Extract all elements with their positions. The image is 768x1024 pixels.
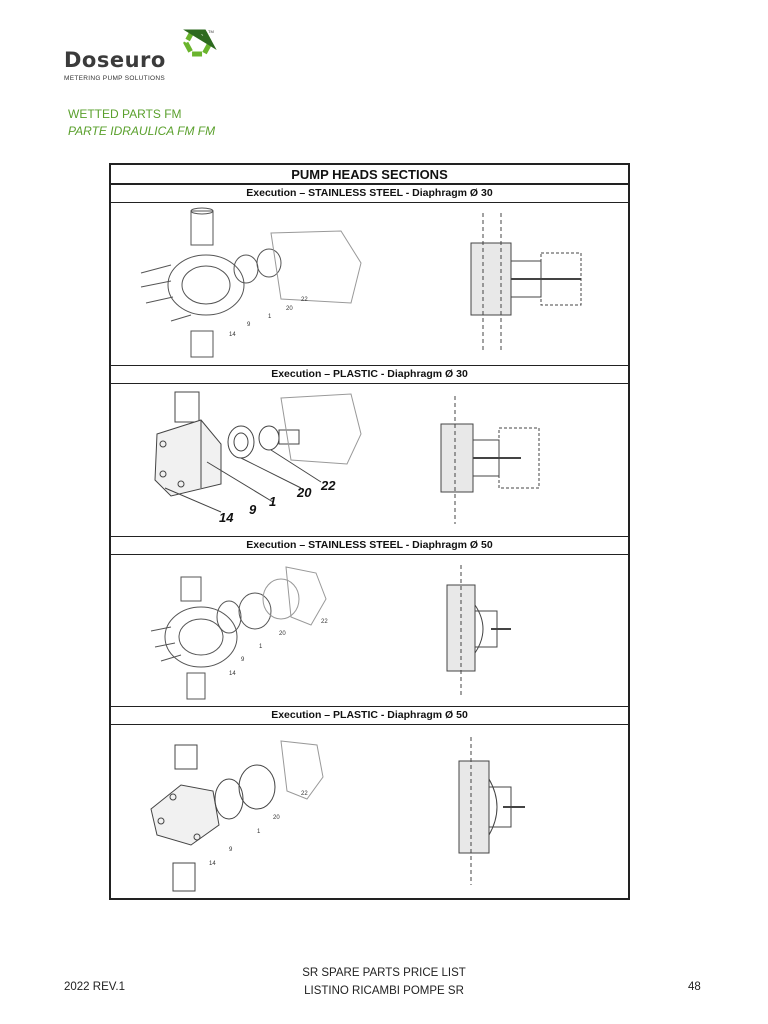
callout-22: 22 bbox=[301, 297, 308, 303]
section-view-pl50 bbox=[459, 737, 525, 885]
panel-ss30-drawing bbox=[111, 203, 628, 366]
panel-ss50-drawing bbox=[111, 555, 628, 707]
exploded-view-pl30 bbox=[111, 384, 628, 536]
callout-20: 20 bbox=[286, 306, 293, 312]
footer-doc-title-it: LISTINO RICAMBI POMPE SR bbox=[304, 985, 464, 997]
callout-9: 9 bbox=[249, 502, 257, 517]
footer-revision: 2022 REV.1 bbox=[64, 981, 125, 993]
section-view-ss30 bbox=[471, 213, 581, 353]
callout-14: 14 bbox=[209, 861, 216, 867]
panel-pl50-drawing bbox=[111, 725, 628, 898]
section-title-it: PARTE IDRAULICA FM FM bbox=[68, 124, 216, 138]
exploded-view-ss30 bbox=[111, 203, 628, 365]
panel-pl30-drawing bbox=[111, 384, 628, 537]
callout-9: 9 bbox=[229, 847, 233, 853]
callout-14: 14 bbox=[229, 332, 236, 338]
callout-22: 22 bbox=[301, 791, 308, 797]
callout-22: 22 bbox=[321, 478, 336, 493]
callout-14: 14 bbox=[229, 671, 236, 677]
callout-22: 22 bbox=[321, 619, 328, 625]
brand-tagline: METERING PUMP SOLUTIONS bbox=[64, 75, 166, 82]
page-number: 48 bbox=[688, 981, 701, 993]
callout-1: 1 bbox=[259, 644, 263, 650]
footer-doc-title bbox=[0, 964, 768, 1000]
panel-heading-ss50: Execution – STAINLESS STEEL - Diaphragm Ø 50 bbox=[111, 537, 628, 555]
callout-1: 1 bbox=[269, 494, 277, 509]
brand-name: Doseuro bbox=[64, 48, 166, 72]
section-view-ss50 bbox=[447, 565, 511, 695]
exploded-view-pl50 bbox=[111, 725, 628, 898]
callout-9: 9 bbox=[241, 657, 245, 663]
callout-20: 20 bbox=[279, 631, 286, 637]
exploded-view-ss50 bbox=[111, 555, 628, 706]
pump-heads-sheet bbox=[109, 163, 630, 900]
callout-14: 14 bbox=[219, 510, 234, 525]
callout-1: 1 bbox=[257, 829, 261, 835]
section-title-en: WETTED PARTS FM bbox=[68, 107, 182, 121]
callout-20: 20 bbox=[297, 485, 312, 500]
panel-heading-pl50: Execution – PLASTIC - Diaphragm Ø 50 bbox=[111, 707, 628, 725]
callout-20: 20 bbox=[273, 815, 280, 821]
footer-doc-title-en: SR SPARE PARTS PRICE LIST bbox=[302, 967, 466, 979]
panel-heading-pl30: Execution – PLASTIC - Diaphragm Ø 30 bbox=[111, 366, 628, 384]
brand-tm: TM bbox=[208, 29, 214, 34]
callout-1: 1 bbox=[268, 314, 272, 320]
panel-heading-ss30: Execution – STAINLESS STEEL - Diaphragm Ø 30 bbox=[111, 185, 628, 203]
sheet-main-title: PUMP HEADS SECTIONS bbox=[111, 165, 628, 185]
hexagon-logo-icon bbox=[174, 26, 222, 68]
callout-9: 9 bbox=[247, 322, 251, 328]
brand-logo bbox=[64, 26, 234, 86]
section-view-pl30 bbox=[441, 396, 539, 524]
